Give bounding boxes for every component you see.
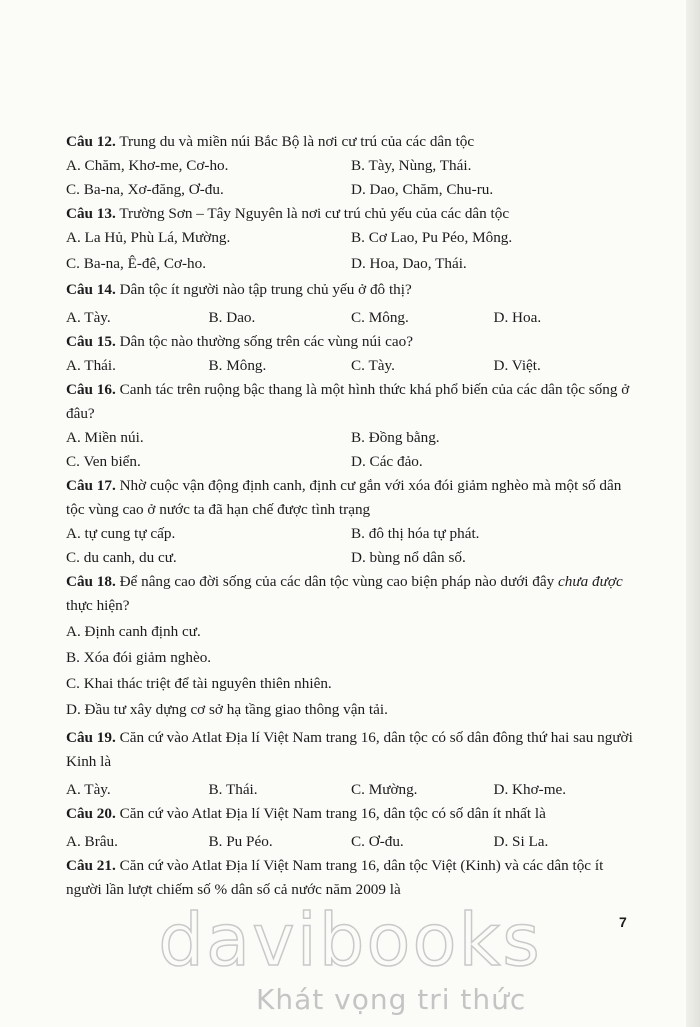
options-row [66, 306, 636, 330]
option-d: D. Dao, Chăm, Chu-ru. [351, 181, 494, 198]
watermark-tagline: Khát vọng tri thức [256, 983, 527, 1016]
question-text: Trung du và miền núi Bắc Bộ là nơi cư trú của các dân tộc [115, 133, 475, 150]
question-label: Câu 12. [66, 133, 116, 150]
question-label: Câu 20. [66, 805, 116, 822]
question-label: Câu 17. [66, 477, 116, 494]
options-row [66, 646, 636, 670]
watermark-brand: davibooks [158, 898, 542, 982]
options-row [66, 226, 636, 250]
question-text-emphasis: chưa được [558, 573, 623, 590]
option-a: A. tự cung tự cấp. [66, 525, 176, 542]
option-a: A. La Hủ, Phù Lá, Mường. [66, 229, 231, 246]
question-21 [66, 854, 636, 902]
option-d: D. Hoa, Dao, Thái. [351, 255, 467, 272]
option-b: B. Mông. [208, 357, 267, 374]
question-label: Câu 13. [66, 205, 116, 222]
question-text-end: thực hiện? [66, 597, 130, 614]
option-b: B. Dao. [208, 309, 256, 326]
option-d: D. Các đảo. [351, 453, 423, 470]
question-18 [66, 570, 636, 618]
question-label: Câu 15. [66, 333, 116, 350]
option-c: C. Mông. [351, 309, 409, 326]
question-label: Câu 16. [66, 381, 116, 398]
question-label: Câu 21. [66, 857, 116, 874]
question-20 [66, 802, 636, 826]
option-b: B. Xóa đói giảm nghèo. [66, 649, 212, 666]
question-text: Dân tộc ít người nào tập trung chủ yếu ở đô thị? [115, 281, 412, 298]
question-13 [66, 202, 636, 226]
option-a: A. Tày. [66, 781, 111, 798]
option-b: B. Tày, Nùng, Thái. [351, 157, 472, 174]
option-b: B. Cơ Lao, Pu Péo, Mông. [351, 229, 513, 246]
option-a: A. Tày. [66, 309, 111, 326]
option-c: C. Ơ-đu. [351, 833, 404, 850]
option-c: C. Ba-na, Ê-đê, Cơ-ho. [66, 255, 207, 272]
options-row [66, 354, 636, 378]
option-d: D. Si La. [493, 833, 549, 850]
question-text: Nhờ cuộc vận động định canh, định cư gắn với xóa đói giảm nghèo mà một số dân tộc vùng cao ở nước ta đã hạn chế được tình trạng [66, 477, 622, 518]
options-row [66, 522, 636, 546]
question-text: Căn cứ vào Atlat Địa lí Việt Nam trang 16, dân tộc có số dân đông thứ hai sau người Kinh là [66, 729, 633, 770]
options-row [66, 778, 636, 802]
question-19 [66, 726, 636, 774]
option-c: C. Mường. [351, 781, 418, 798]
question-list [66, 130, 636, 902]
question-label: Câu 19. [66, 729, 116, 746]
option-c: C. Ven biển. [66, 453, 141, 470]
question-text: Để nâng cao đời sống của các dân tộc vùng cao biện pháp nào dưới đây [115, 573, 559, 590]
question-15 [66, 330, 636, 354]
question-12 [66, 130, 636, 154]
options-row [66, 450, 636, 474]
page-edge-shadow [686, 0, 700, 1027]
option-a: A. Thái. [66, 357, 116, 374]
options-row [66, 672, 636, 696]
option-b: B. Pu Péo. [208, 833, 273, 850]
option-c: C. du canh, du cư. [66, 549, 177, 566]
options-row [66, 830, 636, 854]
question-text: Dân tộc nào thường sống trên các vùng núi cao? [115, 333, 413, 350]
option-a: A. Brâu. [66, 833, 118, 850]
question-16 [66, 378, 636, 426]
option-a: A. Miền núi. [66, 429, 144, 446]
option-d: D. bùng nổ dân số. [351, 549, 466, 566]
question-text: Căn cứ vào Atlat Địa lí Việt Nam trang 16, dân tộc có số dân ít nhất là [115, 805, 546, 822]
option-b: B. đô thị hóa tự phát. [351, 525, 480, 542]
options-row [66, 252, 636, 276]
option-b: B. Thái. [208, 781, 258, 798]
question-label: Câu 14. [66, 281, 116, 298]
question-text: Căn cứ vào Atlat Địa lí Việt Nam trang 16, dân tộc Việt (Kinh) và các dân tộc ít người lần lượt chiếm số % dân số cả nước năm 2009 là [66, 857, 604, 898]
question-label: Câu 18. [66, 573, 116, 590]
option-b: B. Đồng bằng. [351, 429, 440, 446]
option-c: C. Khai thác triệt để tài nguyên thiên nhiên. [66, 675, 332, 692]
question-text: Canh tác trên ruộng bậc thang là một hình thức khá phổ biến của các dân tộc sống ở đâu? [66, 381, 630, 422]
options-row [66, 620, 636, 644]
option-d: D. Hoa. [493, 309, 542, 326]
option-d: D. Việt. [493, 357, 541, 374]
options-row [66, 154, 636, 178]
option-c: C. Tày. [351, 357, 395, 374]
question-14 [66, 278, 636, 302]
option-d: D. Đầu tư xây dựng cơ sở hạ tầng giao thông vận tải. [66, 701, 388, 718]
options-row [66, 178, 636, 202]
option-a: A. Chăm, Khơ-me, Cơ-ho. [66, 157, 229, 174]
question-17 [66, 474, 636, 522]
option-a: A. Định canh định cư. [66, 623, 201, 640]
options-row [66, 426, 636, 450]
page-number: 7 [619, 914, 627, 930]
option-c: C. Ba-na, Xơ-đăng, Ơ-đu. [66, 181, 224, 198]
option-d: D. Khơ-me. [493, 781, 567, 798]
question-text: Trường Sơn – Tây Nguyên là nơi cư trú chủ yếu của các dân tộc [115, 205, 510, 222]
options-row [66, 546, 636, 570]
options-row [66, 698, 636, 722]
